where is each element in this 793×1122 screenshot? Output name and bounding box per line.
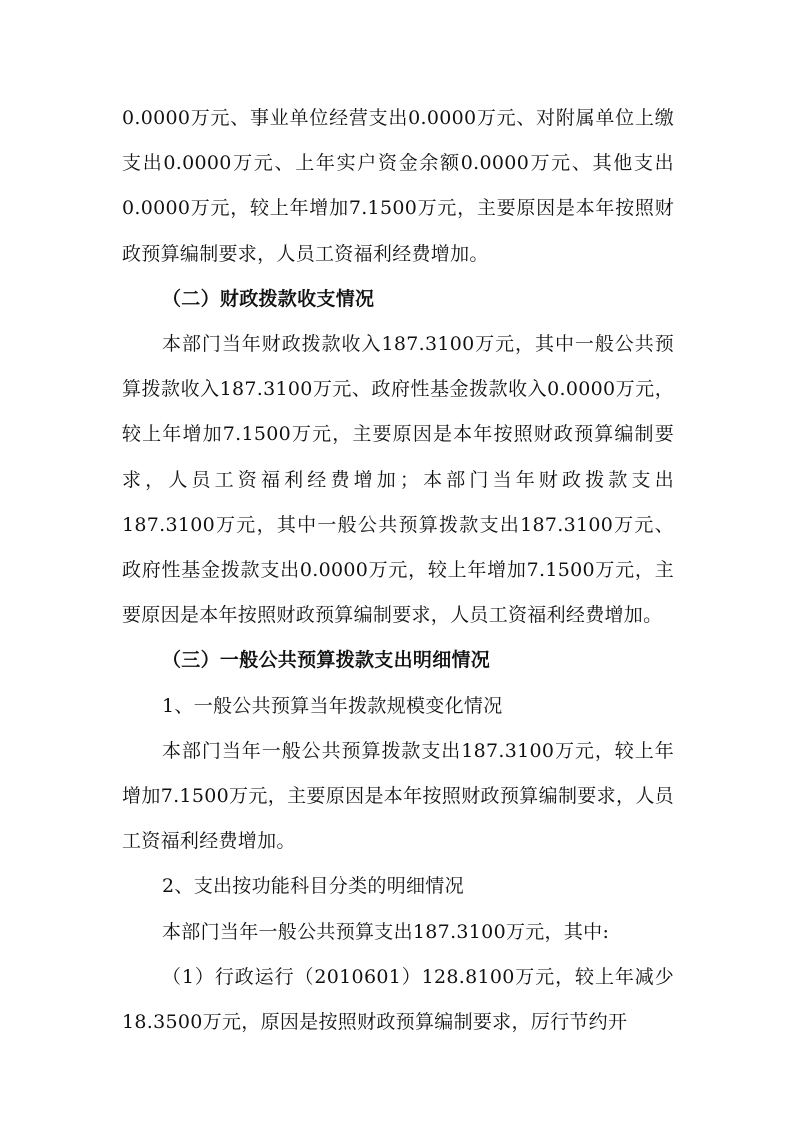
section-heading-general-budget-detail: （三）一般公共预算拨款支出明细情况 xyxy=(162,649,491,672)
paragraph-fiscal-appropriation: 本部门当年财政拨款收入187.3100万元，其中一般公共预算拨款收入187.3100万元、政府性基金拨款收入0.0000万元，较上年增加7.1500万元，主要原因是本年按照财政预算编制要求，人员工资福利经费增加；本部门当年财政拨款支出187.3100万元，其中一般公共预算拨款支出187.3100万元、政府性基金拨款支出0.0000万元，较上年增加7.1500万元，主要原因是本年按照财政预算编制要求，人员工资福利经费增加。 xyxy=(122,333,674,627)
subheading-scale-change: 1、一般公共预算当年拨款规模变化情况 xyxy=(162,694,503,717)
paragraph-expenditure-summary: 0.0000万元、事业单位经营支出0.0000万元、对附属单位上缴支出0.0000万元、上年实户资金余额0.0000万元、其他支出0.0000万元，较上年增加7.1500万元，主要原因是本年按照财政预算编制要求，人员工资福利经费增加。 xyxy=(122,107,674,265)
paragraph-scale-change: 本部门当年一般公共预算拨款支出187.3100万元，较上年增加7.1500万元，主要原因是本年按照财政预算编制要求，人员工资福利经费增加。 xyxy=(122,739,674,853)
paragraph-administrative-operation: （1）行政运行（2010601）128.8100万元，较上年减少18.3500万元，原因是按照财政预算编制要求，厉行节约开 xyxy=(122,965,674,1034)
document-body xyxy=(122,96,674,1045)
paragraph-general-budget-total: 本部门当年一般公共预算支出187.3100万元，其中: xyxy=(162,920,610,943)
section-heading-fiscal-appropriation: （二）财政拨款收支情况 xyxy=(162,287,375,310)
subheading-functional-classification: 2、支出按功能科目分类的明细情况 xyxy=(162,875,464,898)
